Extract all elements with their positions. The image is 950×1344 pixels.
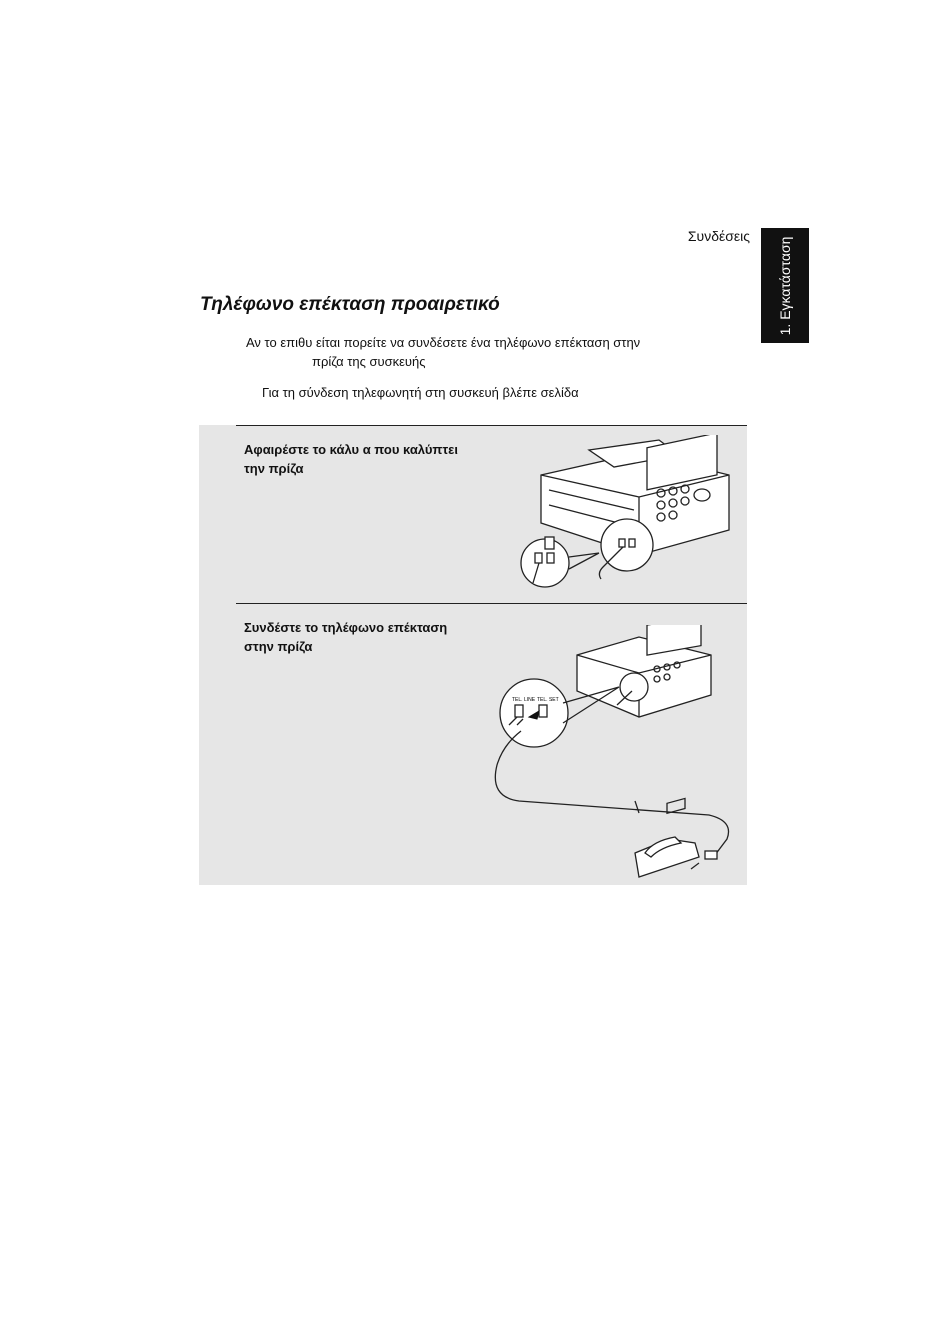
step-2-line-2: στην πρίζα [244,639,313,654]
step-1-line-1: Αφαιρέστε το κάλυ α που καλύπτει [244,442,458,457]
fax-cover-illustration [519,435,739,595]
step-1-divider [236,425,747,426]
step-2-divider [236,603,747,604]
intro-line-2: πρίζα της συσκευής [312,354,426,369]
step-1-line-2: την πρίζα [244,461,304,476]
tel-line-label: TEL. LINE [512,697,536,703]
chapter-tab-label: 1. Εγκατάσταση [777,236,793,335]
section-header: Συνδέσεις [687,228,750,244]
page-title: Τηλέφωνο επέκταση προαιρετικό [200,294,500,315]
step-2-line-1: Συνδέστε το τηλέφωνο επέκταση [244,620,448,635]
extension-phone-illustration [489,625,747,880]
tel-set-label: TEL. SET [537,697,559,703]
chapter-tab [761,228,809,343]
step-1-text [244,440,514,478]
reference-note: Για τη σύνδεση τηλεφωνητή στη συσκευή βλέπε σελίδα [262,385,579,400]
instruction-panel [199,425,747,885]
intro-line-1: Αν το επιθυ είται πορείτε να συνδέσετε ένα τηλέφωνο επέκταση στην [246,335,641,350]
step-2-text [244,618,514,656]
